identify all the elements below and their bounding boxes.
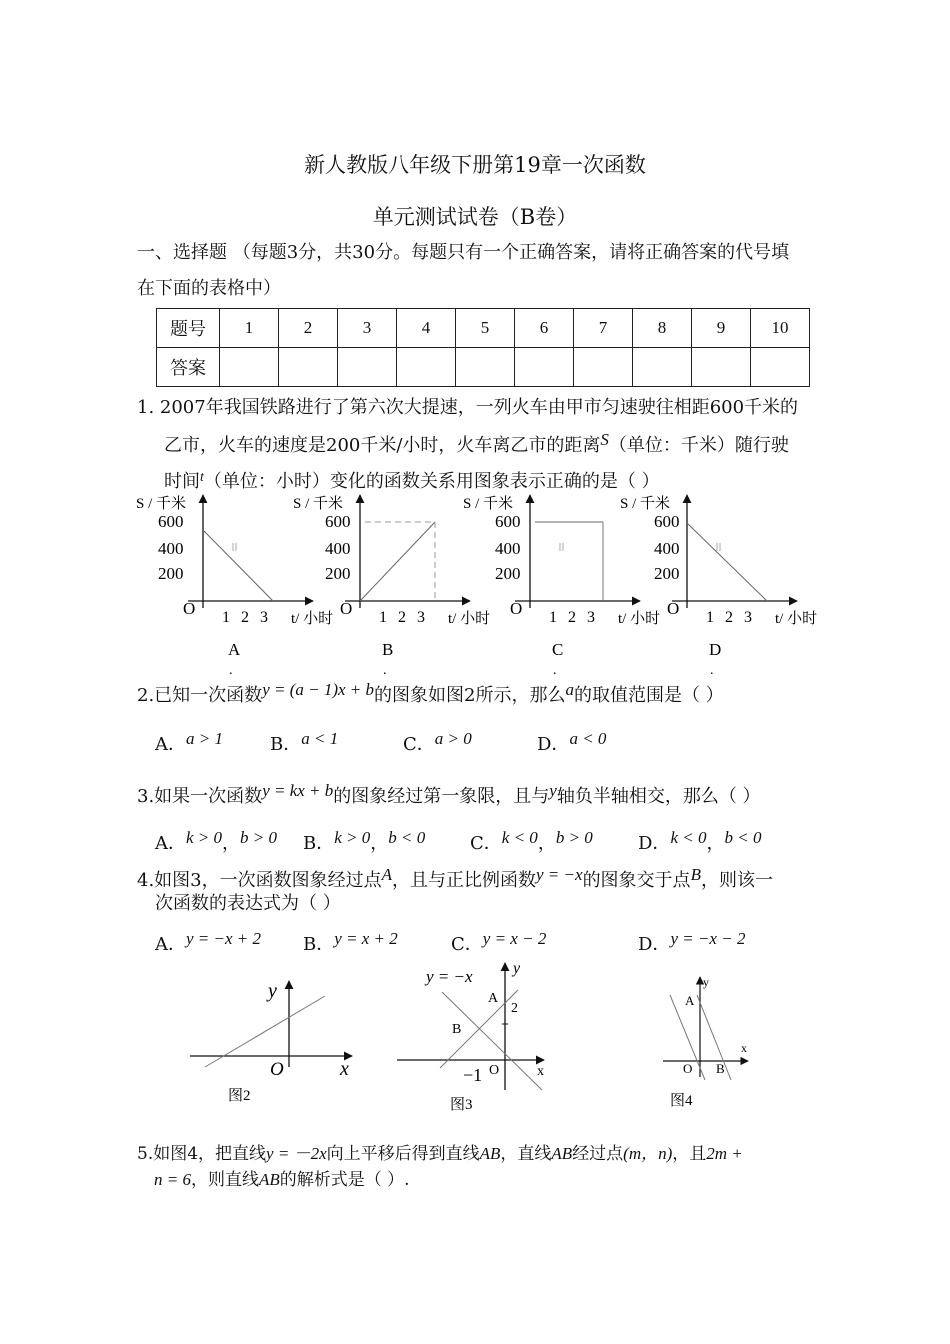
graph-a-y-label: S / 千米 bbox=[136, 496, 187, 512]
q3-suffix: 轴负半轴相交，那么（ ） bbox=[556, 786, 761, 807]
graph-a bbox=[136, 495, 333, 678]
graph-a-tick-400: 400 bbox=[158, 539, 184, 558]
q3-option-d-comma: ， bbox=[706, 833, 725, 854]
q4-line2: 次函数的表达式为（ ） bbox=[155, 893, 341, 914]
graph-c-xtick-1: 1 bbox=[549, 609, 557, 626]
q3-option-b-label: B． bbox=[303, 833, 335, 854]
q3-option-a[interactable] bbox=[155, 829, 277, 855]
fig3-line-label: y = −x bbox=[426, 967, 473, 986]
q5-expr2: 2m + bbox=[706, 1144, 743, 1163]
q3-stem bbox=[137, 782, 761, 808]
q3-mid: 的图象经过第一象限，且与 bbox=[333, 786, 550, 807]
answer-cell[interactable] bbox=[692, 348, 751, 387]
q1-var-s: S bbox=[600, 430, 609, 449]
q5-line2-b: 的解析式是（ ）. bbox=[279, 1170, 410, 1190]
q5-expr1: y = －2x bbox=[266, 1144, 327, 1163]
answer-cell[interactable] bbox=[397, 348, 456, 387]
graph-a-xtick-2: 2 bbox=[241, 609, 249, 626]
option-c-dot: . bbox=[553, 663, 557, 678]
q5-line1 bbox=[137, 1139, 743, 1164]
graph-c-tick-200: 200 bbox=[495, 564, 521, 583]
table-cell-number: 7 bbox=[574, 309, 633, 348]
q2-suffix: 的取值范围是（ ） bbox=[573, 685, 724, 706]
q1-line2-text-b: （单位：千米）随行驶 bbox=[608, 435, 789, 456]
q5-p5: ，且 bbox=[672, 1144, 707, 1164]
q2-option-a-expr: a > 1 bbox=[186, 729, 223, 748]
answer-cell[interactable] bbox=[456, 348, 515, 387]
q4-option-c[interactable] bbox=[451, 930, 546, 956]
graph-d-line bbox=[687, 523, 767, 601]
q5-p3: ，直线 bbox=[500, 1144, 552, 1164]
graph-b-tick-400: 400 bbox=[325, 539, 351, 558]
q5-p2: 向上平移后得到直线 bbox=[326, 1144, 480, 1164]
graph-d-xtick-1: 1 bbox=[706, 609, 714, 626]
graph-d-tick-600: 600 bbox=[654, 512, 680, 531]
fig3-point-a: A bbox=[488, 991, 499, 1006]
graph-d bbox=[620, 495, 817, 678]
graph-a-tick-600: 600 bbox=[158, 512, 184, 531]
graph-b-x-label: t/ 小时 bbox=[448, 611, 491, 627]
answer-cell[interactable] bbox=[633, 348, 692, 387]
graph-c bbox=[463, 495, 660, 678]
q4-option-b-expr: y = x + 2 bbox=[334, 929, 398, 948]
graph-c-tick-400: 400 bbox=[495, 539, 521, 558]
fig2-y-label: y bbox=[268, 980, 277, 1002]
answer-cell[interactable] bbox=[338, 348, 397, 387]
option-b-dot: . bbox=[383, 663, 387, 678]
q5-ab2: AB bbox=[551, 1144, 573, 1163]
q1-line3-text-b: （单位：小时）变化的函数关系用图象表示正确的是（ ） bbox=[203, 471, 660, 492]
q1-graphs bbox=[128, 490, 828, 680]
figure-4 bbox=[663, 975, 748, 1109]
table-cell-number: 9 bbox=[692, 309, 751, 348]
fig3-caption: 图3 bbox=[450, 1097, 473, 1113]
graph-b bbox=[293, 495, 490, 678]
fig4-x-label: x bbox=[741, 1041, 747, 1055]
q5-p4: 经过点 bbox=[572, 1144, 624, 1164]
fig4-line-ab bbox=[697, 995, 731, 1080]
q4-option-d[interactable] bbox=[638, 930, 745, 956]
answer-cell[interactable] bbox=[515, 348, 574, 387]
q1-var-t: t bbox=[200, 470, 204, 485]
q5-line2 bbox=[154, 1165, 410, 1190]
q1-line2 bbox=[164, 431, 789, 457]
q3-option-a-k: k > 0 bbox=[186, 828, 223, 847]
fig3-x-label: x bbox=[537, 1064, 544, 1079]
fig3-y-label: y bbox=[513, 960, 521, 977]
q3-option-b-comma: ， bbox=[370, 833, 389, 854]
q3-option-a-comma: ， bbox=[222, 833, 241, 854]
figure-3 bbox=[397, 960, 544, 1113]
graph-a-origin: O bbox=[183, 599, 196, 618]
option-b-label: B bbox=[382, 640, 394, 659]
fig4-point-b: B bbox=[716, 1061, 725, 1076]
option-a-label: A bbox=[228, 640, 241, 659]
graph-c-tick-600: 600 bbox=[495, 512, 521, 531]
table-row-numbers bbox=[157, 309, 810, 348]
graph-c-origin: O bbox=[510, 599, 523, 618]
fig4-y-label: y bbox=[703, 975, 709, 989]
graph-a-line bbox=[203, 530, 273, 601]
section-heading-line2: 在下面的表格中） bbox=[137, 278, 281, 299]
fig4-point-a: A bbox=[685, 993, 695, 1008]
graph-b-xtick-2: 2 bbox=[398, 609, 406, 626]
graph-b-xtick-3: 3 bbox=[417, 609, 425, 626]
table-cell-number: 2 bbox=[279, 309, 338, 348]
q3-option-c-k: k < 0 bbox=[501, 828, 538, 847]
q3-option-c-label: C． bbox=[470, 833, 502, 854]
q2-option-a[interactable] bbox=[155, 730, 223, 756]
graph-b-y-label: S / 千米 bbox=[293, 496, 344, 512]
q2-prefix: 2.已知一次函数 bbox=[137, 685, 263, 706]
graph-a-tick-200: 200 bbox=[158, 564, 184, 583]
q2-option-a-label: A． bbox=[155, 734, 186, 755]
q4-option-c-label: C． bbox=[451, 934, 483, 955]
fig4-origin: O bbox=[683, 1061, 693, 1076]
fig2-caption: 图2 bbox=[228, 1088, 251, 1104]
section-heading-line1: 一、选择题 （每题3分，共30分。每题只有一个正确答案，请将正确答案的代号填 bbox=[137, 242, 790, 263]
document-subtitle: 单元测试试卷（B卷） bbox=[372, 205, 578, 229]
fig2-x-label: x bbox=[340, 1058, 349, 1080]
q1-line2-text-a: 乙市，火车的速度是200千米/小时，火车离乙市的距离 bbox=[164, 435, 601, 456]
answer-cell[interactable] bbox=[751, 348, 810, 387]
fig3-origin: O bbox=[489, 1063, 500, 1078]
graph-b-tick-600: 600 bbox=[325, 512, 351, 531]
document-title: 新人教版八年级下册第19章一次函数 bbox=[304, 153, 646, 177]
q5-line2-expr: n = 6 bbox=[154, 1170, 191, 1189]
q2-option-d-expr: a < 0 bbox=[569, 729, 607, 748]
graph-c-x-label: t/ 小时 bbox=[618, 611, 661, 627]
graph-c-y-label: S / 千米 bbox=[463, 496, 514, 512]
q3-option-d-k: k < 0 bbox=[670, 828, 707, 847]
table-cell-number: 4 bbox=[397, 309, 456, 348]
graph-d-x-label: t/ 小时 bbox=[775, 611, 818, 627]
q4-option-b[interactable] bbox=[303, 930, 398, 956]
q3-option-c-b: b > 0 bbox=[555, 828, 593, 847]
q3-prefix: 3.如果一次函数 bbox=[137, 786, 263, 807]
fig4-caption: 图4 bbox=[670, 1093, 693, 1109]
graph-d-xtick-3: 3 bbox=[744, 609, 752, 626]
q4-option-d-expr: y = −x − 2 bbox=[670, 929, 746, 948]
q3-formula: y = kx + b bbox=[262, 781, 334, 800]
graph-c-xtick-2: 2 bbox=[568, 609, 576, 626]
table-header-number: 题号 bbox=[157, 309, 220, 348]
graph-c-xtick-3: 3 bbox=[587, 609, 595, 626]
table-cell-number: 5 bbox=[456, 309, 515, 348]
fig2-origin: O bbox=[270, 1059, 284, 1080]
q2-stem bbox=[137, 681, 724, 707]
table-cell-number: 8 bbox=[633, 309, 692, 348]
q2-option-b-expr: a < 1 bbox=[301, 729, 339, 748]
graph-b-origin: O bbox=[340, 599, 353, 618]
q3-option-a-label: A． bbox=[155, 833, 186, 854]
q2-option-d[interactable] bbox=[537, 730, 606, 756]
q4-prefix: 4.如图3，一次函数图象经过点 bbox=[137, 870, 382, 891]
answer-cell[interactable] bbox=[574, 348, 633, 387]
q5-ab3: AB bbox=[258, 1170, 280, 1189]
table-cell-number: 6 bbox=[515, 309, 574, 348]
graph-d-tick-400: 400 bbox=[654, 539, 680, 558]
q4-option-d-label: D． bbox=[638, 934, 671, 955]
answer-table bbox=[156, 308, 810, 387]
q2-option-c-expr: a > 0 bbox=[434, 729, 472, 748]
table-header-answer: 答案 bbox=[157, 348, 220, 387]
graph-b-line bbox=[360, 522, 435, 601]
q1-line3-text-a: 时间 bbox=[164, 471, 200, 492]
option-d-label: D bbox=[709, 640, 722, 659]
q3-option-b-b: b < 0 bbox=[388, 828, 426, 847]
q5-line2-a: ，则直线 bbox=[190, 1170, 259, 1190]
option-d-dot: . bbox=[710, 663, 714, 678]
q2-option-d-label: D． bbox=[537, 734, 570, 755]
q4-mid2: 的图象交于点 bbox=[582, 870, 691, 891]
q2-option-b[interactable] bbox=[270, 730, 338, 756]
q5-p1: 5.如图4，把直线 bbox=[137, 1144, 267, 1164]
figures-row bbox=[150, 955, 810, 1120]
table-cell-number: 1 bbox=[220, 309, 279, 348]
graph-d-origin: O bbox=[667, 599, 680, 618]
graph-d-xtick-2: 2 bbox=[725, 609, 733, 626]
q1-line1: 1. 2007年我国铁路进行了第六次大提速，一列火车由甲市匀速驶往相距600千米的 bbox=[137, 397, 799, 418]
q4-formula: y = −x bbox=[536, 865, 583, 884]
graph-a-xtick-1: 1 bbox=[222, 609, 230, 626]
graph-a-xtick-3: 3 bbox=[260, 609, 268, 626]
graph-b-tick-200: 200 bbox=[325, 564, 351, 583]
fig3-point-b: B bbox=[452, 1022, 462, 1037]
q2-var: a bbox=[565, 680, 574, 699]
q4-point-a: A bbox=[381, 865, 393, 884]
table-cell-number: 10 bbox=[751, 309, 810, 348]
q2-option-c-label: C． bbox=[403, 734, 435, 755]
q3-option-d-label: D． bbox=[638, 833, 671, 854]
graph-d-tick-200: 200 bbox=[654, 564, 680, 583]
q2-formula: y = (a − 1)x + b bbox=[262, 680, 375, 699]
q4-option-a-expr: y = −x + 2 bbox=[186, 929, 262, 948]
graph-a-x-label: t/ 小时 bbox=[291, 611, 334, 627]
table-cell-number: 3 bbox=[338, 309, 397, 348]
answer-cell[interactable] bbox=[220, 348, 279, 387]
q3-option-c[interactable] bbox=[470, 829, 593, 855]
fig3-tick-neg1: −1 bbox=[463, 1065, 483, 1085]
option-a-dot: . bbox=[229, 663, 233, 678]
q4-option-b-label: B． bbox=[303, 934, 335, 955]
q4-option-a[interactable] bbox=[155, 930, 261, 956]
q4-point-b: B bbox=[690, 865, 701, 884]
q4-mid: ，且与正比例函数 bbox=[392, 870, 537, 891]
q3-option-d[interactable] bbox=[638, 829, 761, 855]
q5-ab1: AB bbox=[479, 1144, 501, 1163]
option-c-label: C bbox=[552, 640, 564, 659]
graph-b-xtick-1: 1 bbox=[379, 609, 387, 626]
q3-option-b-k: k > 0 bbox=[334, 828, 371, 847]
q3-option-a-b: b > 0 bbox=[240, 828, 278, 847]
graph-d-y-label: S / 千米 bbox=[620, 496, 671, 512]
answer-cell[interactable] bbox=[279, 348, 338, 387]
q3-option-d-b: b < 0 bbox=[724, 828, 762, 847]
figure-2 bbox=[190, 980, 352, 1104]
q2-option-b-label: B． bbox=[270, 734, 302, 755]
q4-option-c-expr: y = x − 2 bbox=[482, 929, 547, 948]
q3-var: y bbox=[549, 781, 557, 800]
q2-option-c[interactable] bbox=[403, 730, 472, 756]
q5-point: (m，n) bbox=[623, 1144, 673, 1163]
q4-option-a-label: A． bbox=[155, 934, 186, 955]
q3-option-c-comma: ， bbox=[537, 833, 556, 854]
fig3-tick-2: 2 bbox=[511, 1001, 518, 1016]
q4-suffix: ，则该一 bbox=[700, 870, 773, 891]
table-row-answers bbox=[157, 348, 810, 387]
q2-mid: 的图象如图2所示，那么 bbox=[374, 685, 566, 706]
q3-option-b[interactable] bbox=[303, 829, 425, 855]
